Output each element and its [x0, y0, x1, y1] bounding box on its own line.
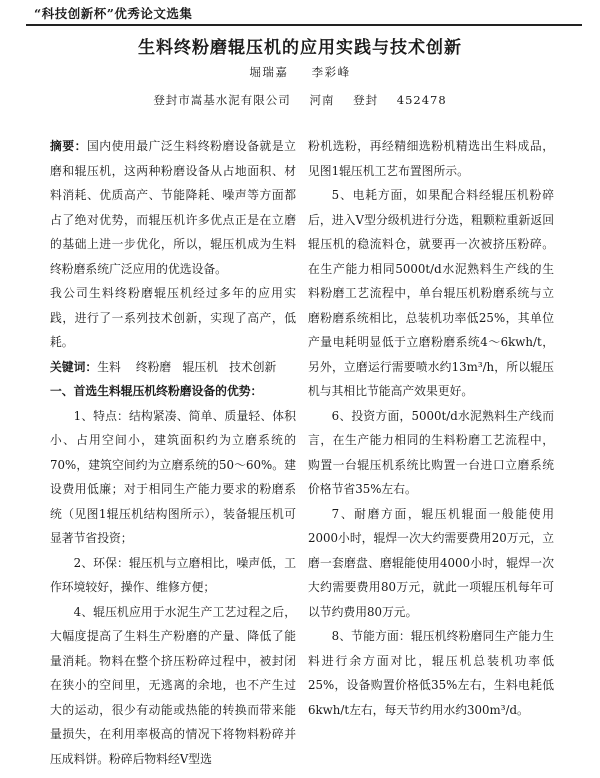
body-paragraph: 4、辊压机应用于水泥生产工艺过程之后，大幅度提高了生料生产粉磨的产量、降低了能量消耗。物料在整个挤压粉碎过程中，被封闭在狭小的空间里，无逃离的余地，也不产生过大的运动，很少有动能或热能的转换而带来能量损失，在利用率极高的情况下将物料粉碎并压成料饼。粉碎后物料经V型选 [50, 604, 296, 766]
abstract [50, 134, 296, 281]
keyword: 辊压机 [182, 359, 218, 374]
right-column [308, 134, 554, 722]
left-column [50, 134, 296, 771]
author-name: 堀瑞嘉 [249, 65, 289, 79]
running-header [26, 4, 582, 26]
keywords [50, 355, 296, 380]
body-paragraph: 1、特点：结构紧凑、简单、质量轻、体积小、占用空间小，建筑面积约为立磨系统的70%，建筑空间约为立磨系统的50～60%。建设费用低廉；对于相同生产能力要求的粉磨系统（见图1辊压机结构图所示），装备辊压机可显著节省投资； [50, 408, 296, 545]
body-paragraph: 6、投资方面，5000t/d水泥熟料生产线而言，在生产能力相同的生料粉磨工艺流程中，购置一台辊压机系统比购置一台进口立磨系统价格节省35%左右。 [308, 408, 554, 496]
body-paragraph: 2、环保：辊压机与立磨相比，噪声低，工作环境较好，操作、维修方便； [50, 555, 296, 594]
affiliation-org: 登封市嵩基水泥有限公司 [153, 93, 291, 107]
header-text: “科技创新杯”优秀论文选集 [34, 6, 193, 21]
abstract-text: 国内使用最广泛生料终粉磨设备就是立磨和辊压机，这两种粉磨设备从占地面积、材料消耗、优质高产、节能降耗、噪声等方面都占了绝对优势，而辊压机许多优点正是在立磨的基础上进一步优化，所以，辊压机成为生料终粉磨系统广泛应用的优选设备。 [50, 139, 296, 276]
keyword: 技术创新 [229, 359, 277, 374]
keywords-label: 关键词： [50, 359, 98, 374]
paper-title: 生料终粉磨辊压机的应用实践与技术创新 [138, 38, 462, 58]
body-paragraph: 5、电耗方面，如果配合料经辊压机粉碎后，进入V型分级机进行分选，粗颗粒重新返回辊压机的稳流料仓，就要再一次被挤压粉碎。在生产能力相同5000t/d水泥熟料生产线的生料粉磨工艺流程中，单台辊压机粉磨系统与立磨粉磨系统相比，总装机功率低25%，其单位产量电耗明显低于立磨粉磨系统4～6kwh/t，另外，立磨运行需要喷水约13m³/h，所以辊压机与其相比节能高产效果更好。 [308, 188, 554, 398]
authors [0, 64, 600, 80]
affiliation [0, 92, 600, 108]
body-paragraph: 7、耐磨方面，辊压机辊面一般能使用2000小时，辊焊一次大约需要费用20万元，立磨一套磨盘、磨辊能使用4000小时，辊焊一次大约需要费用80万元，就此一项辊压机每年可以节约费用80万元。 [308, 506, 554, 619]
affiliation-city: 登封 452478 [353, 93, 447, 107]
keyword: 终粉磨 [135, 359, 172, 374]
author-name: 李彩峰 [311, 65, 351, 79]
continued-paragraph: 粉机选粉，再经精细选粉机精选出生料成品，见图1辊压机工艺布置图所示。 [308, 139, 554, 178]
intro-paragraph: 我公司生料终粉磨辊压机经过多年的应用实践，进行了一系列技术创新，实现了高产，低耗。 [50, 286, 296, 349]
section-heading: 一、首选生料辊压机终粉磨设备的优势： [50, 384, 263, 398]
abstract-label: 摘要： [50, 139, 87, 153]
keyword: 生料 [97, 359, 121, 374]
body-paragraph: 8、节能方面：辊压机终粉磨同生产能力生料进行余方面对比，辊压机总装机功率低25%，设备购置价格低35%左右，生料电耗低6kwh/t左右，每天节约用水约300m³/d。 [308, 629, 554, 717]
affiliation-province: 河南 [309, 93, 335, 107]
